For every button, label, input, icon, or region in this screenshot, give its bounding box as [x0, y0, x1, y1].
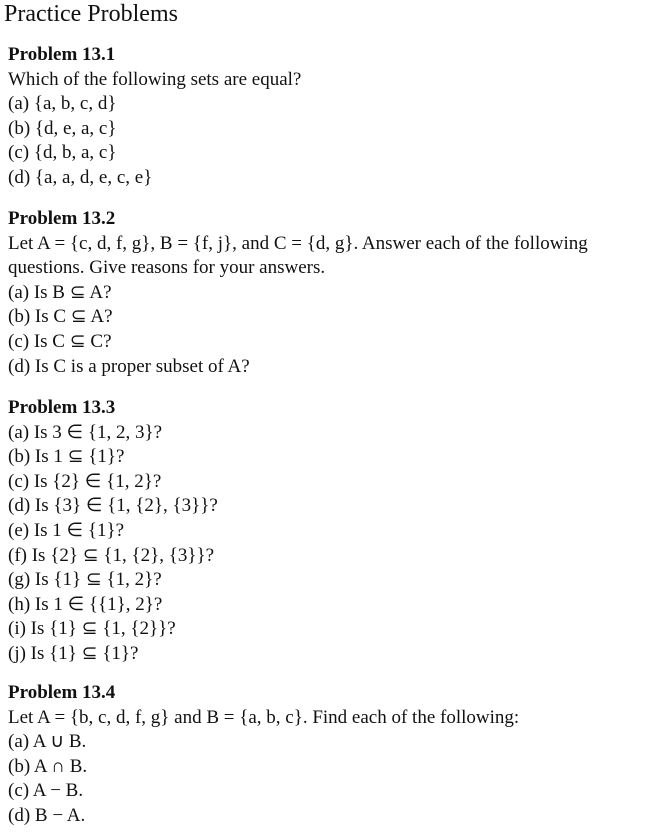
problem-heading: Problem 13.1: [8, 44, 116, 65]
problem-line: Which of the following sets are equal?: [8, 68, 302, 90]
problem-line: (b) Is 1 ⊆ {1}?: [8, 446, 125, 468]
page-title: Practice Problems: [4, 1, 178, 27]
problem-heading: Problem 13.4: [8, 682, 116, 703]
problem-line: (c) A − B.: [8, 780, 84, 802]
problem-line: (a) A ∪ B.: [8, 731, 87, 753]
problem-line: (c) {d, b, a, c}: [8, 142, 117, 164]
problem-line: (d) {a, a, d, e, c, e}: [8, 167, 153, 188]
problem-line: (h) Is 1 ∈ {{1}, 2}?: [8, 593, 163, 615]
problem-line: (g) Is {1} ⊆ {1, 2}?: [8, 569, 162, 591]
problem-line: (b) {d, e, a, c}: [8, 117, 117, 139]
problem-line: (a) {a, b, c, d}: [8, 93, 117, 115]
problem-line: (j) Is {1} ⊆ {1}?: [8, 643, 139, 664]
problem-line: (d) B − A.: [8, 805, 86, 826]
problem-line: (d) Is {3} ∈ {1, {2}, {3}}?: [8, 495, 218, 517]
problem-line: (b) A ∩ B.: [8, 755, 88, 777]
problem-line: Let A = {b, c, d, f, g} and B = {a, b, c}. Find each of the following:: [8, 706, 520, 728]
problem-line: questions. Give reasons for your answers.: [8, 257, 326, 279]
problem-line: (a) Is 3 ∈ {1, 2, 3}?: [8, 421, 163, 443]
problem-heading: Problem 13.2: [8, 208, 116, 229]
problem-line: Let A = {c, d, f, g}, B = {f, j}, and C = {d, g}. Answer each of the following: [8, 232, 588, 254]
problem-line: (b) Is C ⊆ A?: [8, 306, 113, 328]
problem-line: (a) Is B ⊆ A?: [8, 281, 112, 303]
problem-heading: Problem 13.3: [8, 397, 116, 418]
problem-line: (e) Is 1 ∈ {1}?: [8, 520, 125, 541]
problem-line: (f) Is {2} ⊆ {1, {2}, {3}}?: [8, 544, 215, 566]
problem-line: (c) Is {2} ∈ {1, 2}?: [8, 470, 162, 492]
problem-line: (d) Is C is a proper subset of A?: [8, 355, 250, 377]
problem-line: (i) Is {1} ⊆ {1, {2}}?: [8, 618, 176, 640]
problem-line: (c) Is C ⊆ C?: [8, 331, 112, 352]
